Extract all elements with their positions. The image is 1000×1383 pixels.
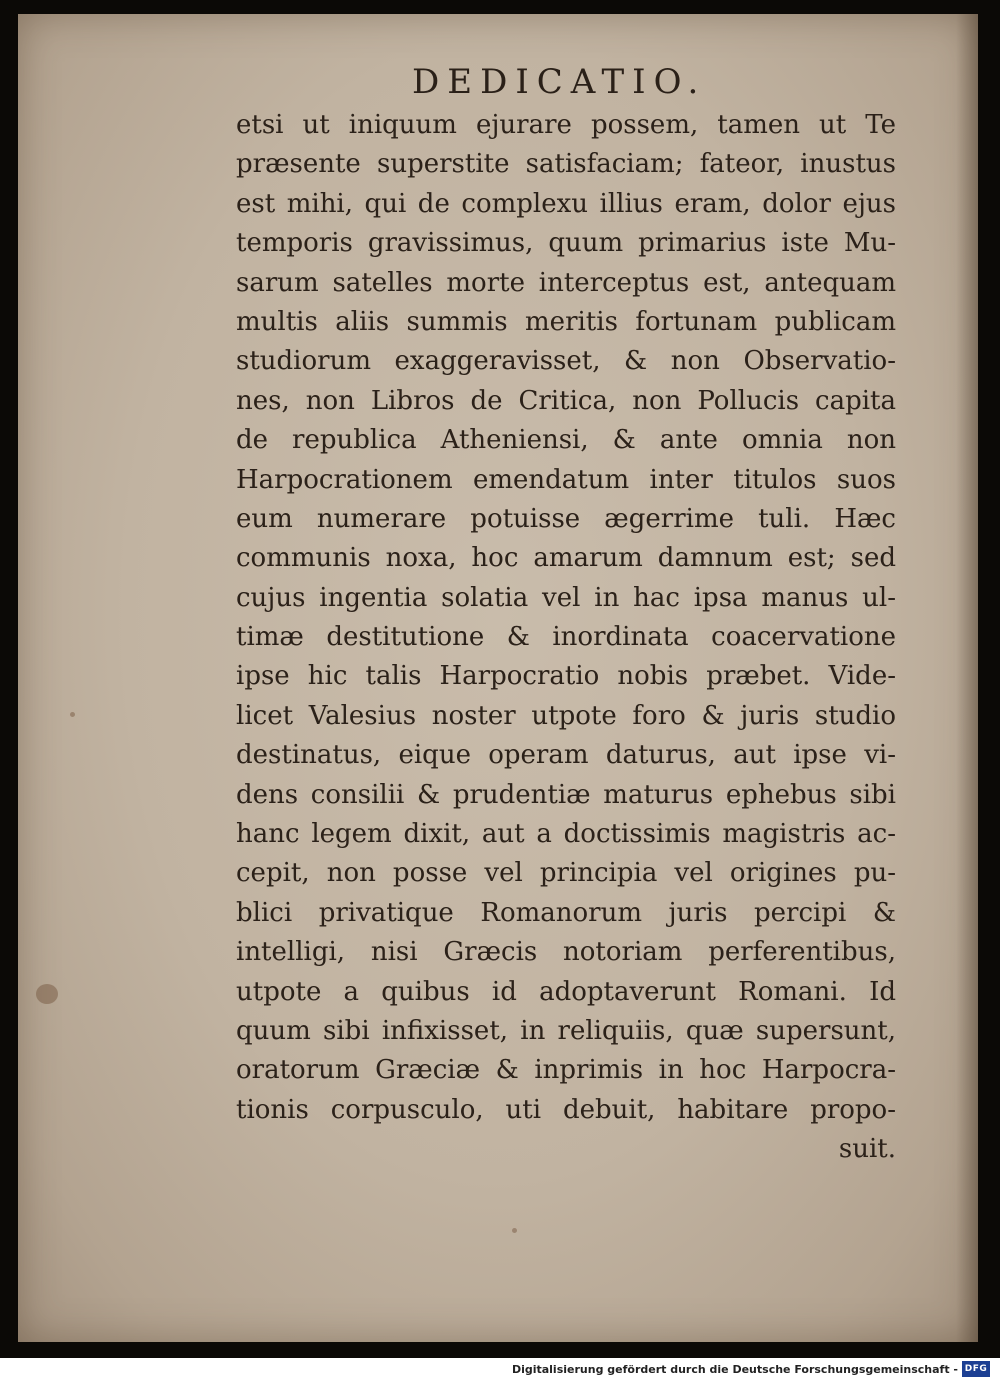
text-line: Harpocrationem emendatum inter titulos suos xyxy=(236,464,896,495)
text-line: cepit, non posse vel principia vel origines pu- xyxy=(236,858,896,889)
text-line: licet Valesius noster utpote foro & juris studio xyxy=(236,700,896,731)
running-header: DEDICATIO. xyxy=(412,62,707,102)
text-line: cujus ingentia solatia vel in hac ipsa manus ul- xyxy=(236,582,896,613)
text-line: blici privatique Romanorum juris percipi & xyxy=(236,897,896,928)
text-line: dens consilii & prudentiæ maturus ephebus sibi xyxy=(236,779,896,810)
text-line: ipse hic talis Harpocratio nobis præbet. Vide- xyxy=(236,661,896,692)
catchword: suit. xyxy=(838,1134,896,1165)
text-line: oratorum Græciæ & inprimis in hoc Harpocra- xyxy=(236,1055,896,1086)
dfg-logo: DFG xyxy=(962,1361,990,1377)
text-line: temporis gravissimus, quum primarius iste Mu- xyxy=(236,228,896,259)
text-line: studiorum exaggeravisset, & non Observatio- xyxy=(236,346,896,377)
text-line: timæ destitutione & inordinata coacervatione xyxy=(236,622,896,653)
text-line: etsi ut iniquum ejurare possem, tamen ut Te xyxy=(236,110,896,140)
funding-credit: Digitalisierung gefördert durch die Deutsche Forschungsgemeinschaft - xyxy=(511,1363,958,1376)
page-speck xyxy=(512,1228,517,1233)
page-gutter-shadow xyxy=(956,14,978,1342)
text-line: quum sibi infixisset, in reliquiis, quæ supersunt, xyxy=(236,1015,896,1046)
text-line: destinatus, eique operam daturus, aut ipse vi- xyxy=(236,740,896,771)
page-stain xyxy=(36,984,58,1004)
footer-bar xyxy=(0,1358,1000,1383)
text-line: eum numerare potuisse ægerrime tuli. Hæc xyxy=(236,503,896,534)
text-line: hanc legem dixit, aut a doctissimis magistris ac- xyxy=(236,819,896,850)
page-speck xyxy=(70,712,75,717)
text-line: nes, non Libros de Critica, non Pollucis capita xyxy=(236,385,896,416)
text-line: sarum satelles morte interceptus est, antequam xyxy=(236,267,896,298)
text-line: multis aliis summis meritis fortunam publicam xyxy=(236,306,896,337)
text-line: de republica Atheniensi, & ante omnia non xyxy=(236,425,896,456)
text-line: tionis corpusculo, uti debuit, habitare propo- xyxy=(236,1094,896,1125)
text-line: intelligi, nisi Græcis notoriam perferentibus, xyxy=(236,937,896,968)
text-line: est mihi, qui de complexu illius eram, dolor ejus xyxy=(236,188,896,219)
text-line: communis noxa, hoc amarum damnum est; sed xyxy=(236,543,896,574)
text-line: utpote a quibus id adoptaverunt Romani. Id xyxy=(236,976,896,1007)
body-text xyxy=(236,106,896,1170)
text-line: præsente superstite satisfaciam; fateor, inustus xyxy=(236,149,896,180)
